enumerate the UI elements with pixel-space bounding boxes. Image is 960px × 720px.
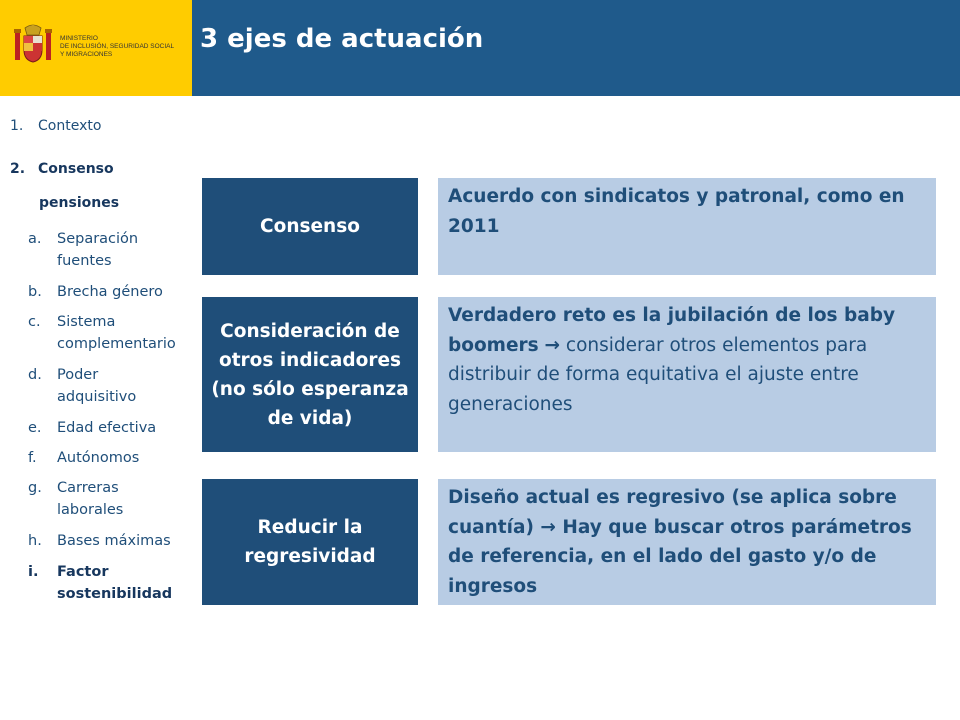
axis-label-line: de vida): [267, 407, 353, 429]
axis-description-indicadores: [438, 297, 936, 452]
sub-label-line: Separación: [57, 231, 139, 247]
description-bold: Diseño actual es regresivo (se aplica sobre cuantía): [448, 487, 897, 538]
arrow-right-icon: →: [544, 334, 561, 356]
arrow-right-icon: →: [540, 516, 556, 538]
axis-box-consenso: [202, 178, 418, 275]
title-bar: [192, 0, 960, 96]
axis-label: [211, 317, 408, 433]
page-title: 3 ejes de actuación: [200, 24, 484, 54]
sub-label: [57, 477, 197, 521]
axis-label-line: Reducir la: [257, 517, 363, 538]
sub-label-line: laborales: [57, 502, 124, 518]
axis-description-consenso: [438, 178, 936, 275]
axis-description-regresividad: [438, 479, 936, 605]
sub-label: [57, 364, 197, 408]
sub-label: Brecha género: [57, 284, 163, 300]
sub-number: h.: [28, 533, 42, 549]
sidebar-item-consenso-line2: pensiones: [39, 195, 120, 211]
sub-number: i.: [28, 564, 39, 580]
item-number: 2.: [10, 161, 26, 177]
sub-label: [57, 311, 217, 355]
sub-label-line: complementario: [57, 336, 176, 352]
sub-label-line: Carreras: [57, 480, 119, 496]
sub-label-line: fuentes: [57, 253, 112, 269]
item-number: 1.: [10, 118, 24, 134]
axis-label-line: (no sólo esperanza: [211, 378, 409, 400]
sidebar-item-consenso: [10, 161, 114, 177]
sub-number: c.: [28, 314, 41, 330]
sub-number: f.: [28, 450, 37, 466]
axis-label: [260, 212, 360, 241]
ministry-line: MINISTERIO: [60, 35, 98, 42]
sub-number: g.: [28, 480, 42, 496]
sub-label: [57, 228, 197, 272]
sub-label-line: Factor: [57, 564, 109, 580]
sub-number: b.: [28, 284, 42, 300]
sub-label-line: Poder: [57, 367, 99, 383]
spain-coat-of-arms-icon: [12, 24, 54, 68]
sub-label-line: sostenibilidad: [57, 586, 173, 602]
item-label: Contexto: [38, 118, 102, 134]
ministry-logo-block: [0, 0, 192, 96]
ministry-line: DE INCLUSIÓN, SEGURIDAD SOCIAL: [60, 43, 175, 50]
sub-label: Autónomos: [57, 450, 140, 466]
axis-label-line: Consideración de: [220, 320, 400, 342]
description-normal: considerar otros elementos para distribuir de forma equitativa el ajuste entre generaciones: [448, 334, 868, 415]
axis-label-line: Consenso: [260, 216, 360, 237]
axis-label-line: otros indicadores: [218, 349, 402, 371]
sub-label-line: Sistema: [57, 314, 116, 330]
sub-number: d.: [28, 367, 42, 383]
axis-box-regresividad: [202, 479, 418, 605]
axis-label-line: regresividad: [244, 546, 376, 567]
sub-number: e.: [28, 420, 42, 436]
description-bold: Verdadero reto es la jubilación de los baby boomers: [448, 305, 896, 356]
description-bold-2: Hay que buscar otros parámetros de referencia, en el lado del gasto y/o de ingresos: [448, 516, 912, 597]
axis-box-indicadores: [202, 297, 418, 452]
axis-label: [244, 513, 375, 571]
ministry-line: Y MIGRACIONES: [60, 51, 113, 58]
ministry-name: [60, 35, 190, 59]
sub-label-line: adquisitivo: [57, 389, 137, 405]
sub-label: Bases máximas: [57, 533, 171, 549]
sidebar-item-contexto: [10, 118, 101, 134]
description-bold: Acuerdo con sindicatos y patronal, como en 2011: [448, 186, 905, 237]
item-label: Consenso: [38, 161, 114, 177]
sub-label: [57, 561, 197, 605]
sub-label: Edad efectiva: [57, 420, 157, 436]
sub-number: a.: [28, 231, 42, 247]
